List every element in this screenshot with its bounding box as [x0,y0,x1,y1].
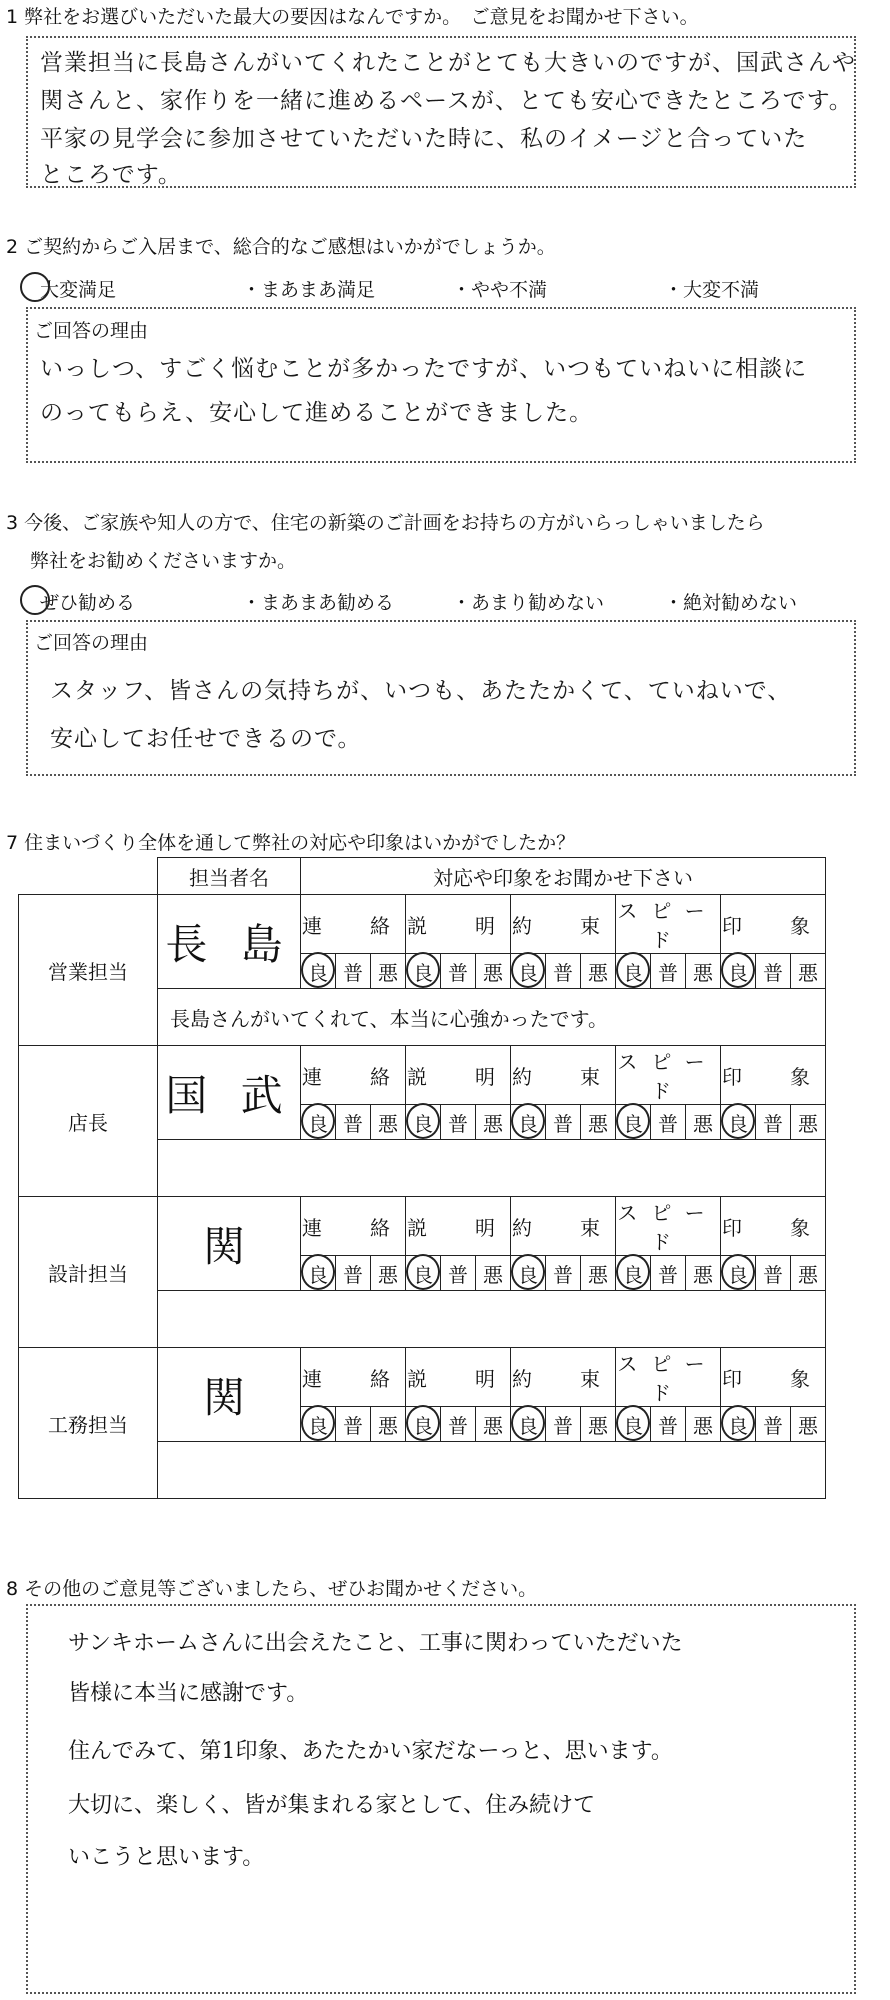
criterion-header: 説 明 [406,1046,511,1105]
q2-option-very-dissatisfied[interactable]: ・大変不満 [664,279,760,301]
evaluation-rows [19,895,826,1499]
row-role-label: 工務担当 [19,1348,158,1499]
criterion-header: 説 明 [406,1348,511,1407]
criterion-header: 連 絡 [301,1197,406,1256]
grade-cell[interactable]: 普 [651,1105,686,1140]
grade-cell[interactable]: 良 [301,954,336,989]
grade-cell[interactable]: 普 [336,1105,371,1140]
grade-cell[interactable]: 悪 [686,1256,721,1291]
row-staff-name: 関 [158,1197,301,1291]
criterion-header: スピード [616,1046,721,1105]
grade-cell[interactable]: 良 [721,1105,756,1140]
q2-reason-label: ご回答の理由 [34,320,149,342]
grade-cell[interactable]: 悪 [791,1105,826,1140]
question-7-title: 7 住まいづくり全体を通して弊社の対応や印象はいかがでしたか？ [6,832,576,854]
grade-cell[interactable]: 良 [721,1407,756,1442]
grade-cell[interactable]: 良 [511,1256,546,1291]
grade-cell[interactable]: 普 [756,1407,791,1442]
row-role-label: 店長 [19,1046,158,1197]
grade-cell[interactable]: 悪 [686,1407,721,1442]
question-2-options [22,275,882,303]
row-staff-name: 関 [158,1348,301,1442]
grade-cell[interactable]: 良 [511,954,546,989]
question-1-answer-line-4: ところです。 [40,162,182,188]
q2-option-somewhat-satisfied[interactable]: ・まあまあ満足 [242,279,376,301]
row-comment [158,1291,826,1348]
staff-name-header: 担当者名 [158,858,301,895]
grade-cell[interactable]: 悪 [581,954,616,989]
grade-cell[interactable]: 悪 [581,1105,616,1140]
grade-cell[interactable]: 悪 [371,1407,406,1442]
grade-cell[interactable]: 悪 [581,1407,616,1442]
criterion-header: 印 象 [721,1348,826,1407]
grade-cell[interactable]: 良 [616,954,651,989]
grade-cell[interactable]: 普 [546,954,581,989]
grade-cell[interactable]: 悪 [476,954,511,989]
grade-cell[interactable]: 普 [441,954,476,989]
q3-option-somewhat-recommend[interactable]: ・まあまあ勧める [242,592,395,614]
criterion-header: 説 明 [406,1197,511,1256]
grade-cell[interactable]: 普 [651,1407,686,1442]
question-1-answer-line-1: 営業担当に長島さんがいてくれたことがとても大きいのですが、国武さんや [40,50,856,76]
grade-cell[interactable]: 良 [721,1256,756,1291]
grade-cell[interactable]: 悪 [476,1256,511,1291]
grade-cell[interactable]: 普 [336,1407,371,1442]
criterion-header: 印 象 [721,1197,826,1256]
grade-cell[interactable]: 普 [441,1256,476,1291]
row-comment [158,1140,826,1197]
grade-cell[interactable]: 悪 [371,954,406,989]
grade-cell[interactable]: 普 [546,1105,581,1140]
criterion-header: 連 絡 [301,1348,406,1407]
question-3-title: 3 今後、ご家族や知人の方で、住宅の新築のご計画をお持ちの方がいらっしゃいましたら [6,512,765,534]
grade-cell[interactable]: 良 [301,1407,336,1442]
grade-cell[interactable]: 普 [651,954,686,989]
criterion-header: 約 束 [511,1348,616,1407]
grade-cell[interactable]: 良 [406,954,441,989]
grade-cell[interactable]: 普 [756,1256,791,1291]
grade-cell[interactable]: 普 [441,1105,476,1140]
grade-cell[interactable]: 普 [336,954,371,989]
criterion-header: スピード [616,1197,721,1256]
grade-cell[interactable]: 良 [406,1105,441,1140]
q8-answer-line-1: サンキホームさんに出会えたこと、工事に関わっていただいた [68,1631,683,1656]
grade-cell[interactable]: 良 [301,1256,336,1291]
grade-cell[interactable]: 悪 [791,954,826,989]
row-role-label: 設計担当 [19,1197,158,1348]
grade-cell[interactable]: 良 [721,954,756,989]
row-staff-name: 長 島 [158,895,301,989]
q2-selection-circle [20,272,50,302]
criterion-header: 連 絡 [301,1046,406,1105]
criterion-header: スピード [616,1348,721,1407]
evaluation-header: 対応や印象をお聞かせ下さい [301,858,826,895]
grade-cell[interactable]: 良 [511,1407,546,1442]
grade-cell[interactable]: 普 [336,1256,371,1291]
grade-cell[interactable]: 普 [756,1105,791,1140]
criterion-header: 印 象 [721,1046,826,1105]
q2-option-somewhat-dissatisfied[interactable]: ・やや不満 [452,279,548,301]
grade-cell[interactable]: 悪 [476,1105,511,1140]
grade-cell[interactable]: 良 [406,1407,441,1442]
question-3-options [22,588,882,616]
grade-cell[interactable]: 普 [546,1407,581,1442]
q3-reason-line-2: 安心してお任せできるので。 [50,726,362,752]
q8-answer-line-2: 皆様に本当に感謝です。 [68,1681,309,1706]
grade-cell[interactable]: 普 [441,1407,476,1442]
grade-cell[interactable]: 良 [616,1256,651,1291]
question-8-title: 8 その他のご意見等ございましたら、ぜひお聞かせください。 [6,1578,538,1600]
question-1-title: 1 弊社をお選びいただいた最大の要因はなんですか。 ご意見をお聞かせ下さい。 [6,6,699,28]
grade-cell[interactable]: 悪 [476,1407,511,1442]
grade-cell[interactable]: 良 [406,1256,441,1291]
grade-cell[interactable]: 良 [301,1105,336,1140]
grade-cell[interactable]: 良 [511,1105,546,1140]
q2-option-very-satisfied[interactable]: 大変満足 [40,279,117,301]
q3-option-rarely-recommend[interactable]: ・あまり勧めない [452,592,605,614]
q3-option-definitely-recommend[interactable]: ぜひ勧める [40,592,136,614]
q3-option-never-recommend[interactable]: ・絶対勧めない [664,592,798,614]
criterion-header: 連 絡 [301,895,406,954]
grade-cell[interactable]: 悪 [371,1256,406,1291]
q3-reason-label: ご回答の理由 [34,632,149,654]
q8-answer-line-4: 大切に、楽しく、皆が集まれる家として、住み続けて [68,1793,596,1818]
criterion-header: 約 束 [511,1046,616,1105]
row-role-label: 営業担当 [19,895,158,1046]
grade-cell[interactable]: 悪 [371,1105,406,1140]
q8-answer-line-3: 住んでみて、第1印象、あたたかい家だなーっと、思います。 [68,1739,673,1764]
criterion-header: 約 束 [511,895,616,954]
grade-cell[interactable]: 悪 [791,1407,826,1442]
grade-cell[interactable]: 普 [546,1256,581,1291]
grade-cell[interactable]: 普 [651,1256,686,1291]
question-2-reason-box [26,307,856,463]
question-2-title: 2 ご契約からご入居まで、総合的なご感想はいかがでしょうか。 [6,236,556,258]
q3-selection-circle [20,585,50,615]
q3-reason-line-1: スタッフ、皆さんの気持ちが、いつも、あたたかくて、ていねいで、 [50,678,792,704]
question-3-subtitle: 弊社をお勧めくださいますか。 [30,550,297,572]
row-comment [158,1442,826,1499]
grade-cell[interactable]: 悪 [686,954,721,989]
grade-cell[interactable]: 良 [616,1105,651,1140]
criterion-header: スピード [616,895,721,954]
criterion-header: 印 象 [721,895,826,954]
evaluation-table [18,857,826,1499]
criterion-header: 説 明 [406,895,511,954]
q8-answer-line-5: いこうと思います。 [68,1845,265,1870]
q2-reason-line-1: いっしつ、すごく悩むことが多かったですが、いつもていねいに相談に [40,356,808,382]
criterion-header: 約 束 [511,1197,616,1256]
row-staff-name: 国 武 [158,1046,301,1140]
row-comment: 長島さんがいてくれて、本当に心強かったです。 [158,989,826,1046]
question-1-answer-line-3: 平家の見学会に参加させていただいた時に、私のイメージと合っていた [40,126,808,152]
q2-reason-line-2: のってもらえ、安心して進めることができました。 [40,400,594,426]
question-1-answer-line-2: 関さんと、家作りを一緒に進めるペースが、とても安心できたところです。 [40,88,853,114]
grade-cell[interactable]: 悪 [581,1256,616,1291]
grade-cell[interactable]: 悪 [791,1256,826,1291]
grade-cell[interactable]: 普 [756,954,791,989]
grade-cell[interactable]: 悪 [686,1105,721,1140]
grade-cell[interactable]: 良 [616,1407,651,1442]
